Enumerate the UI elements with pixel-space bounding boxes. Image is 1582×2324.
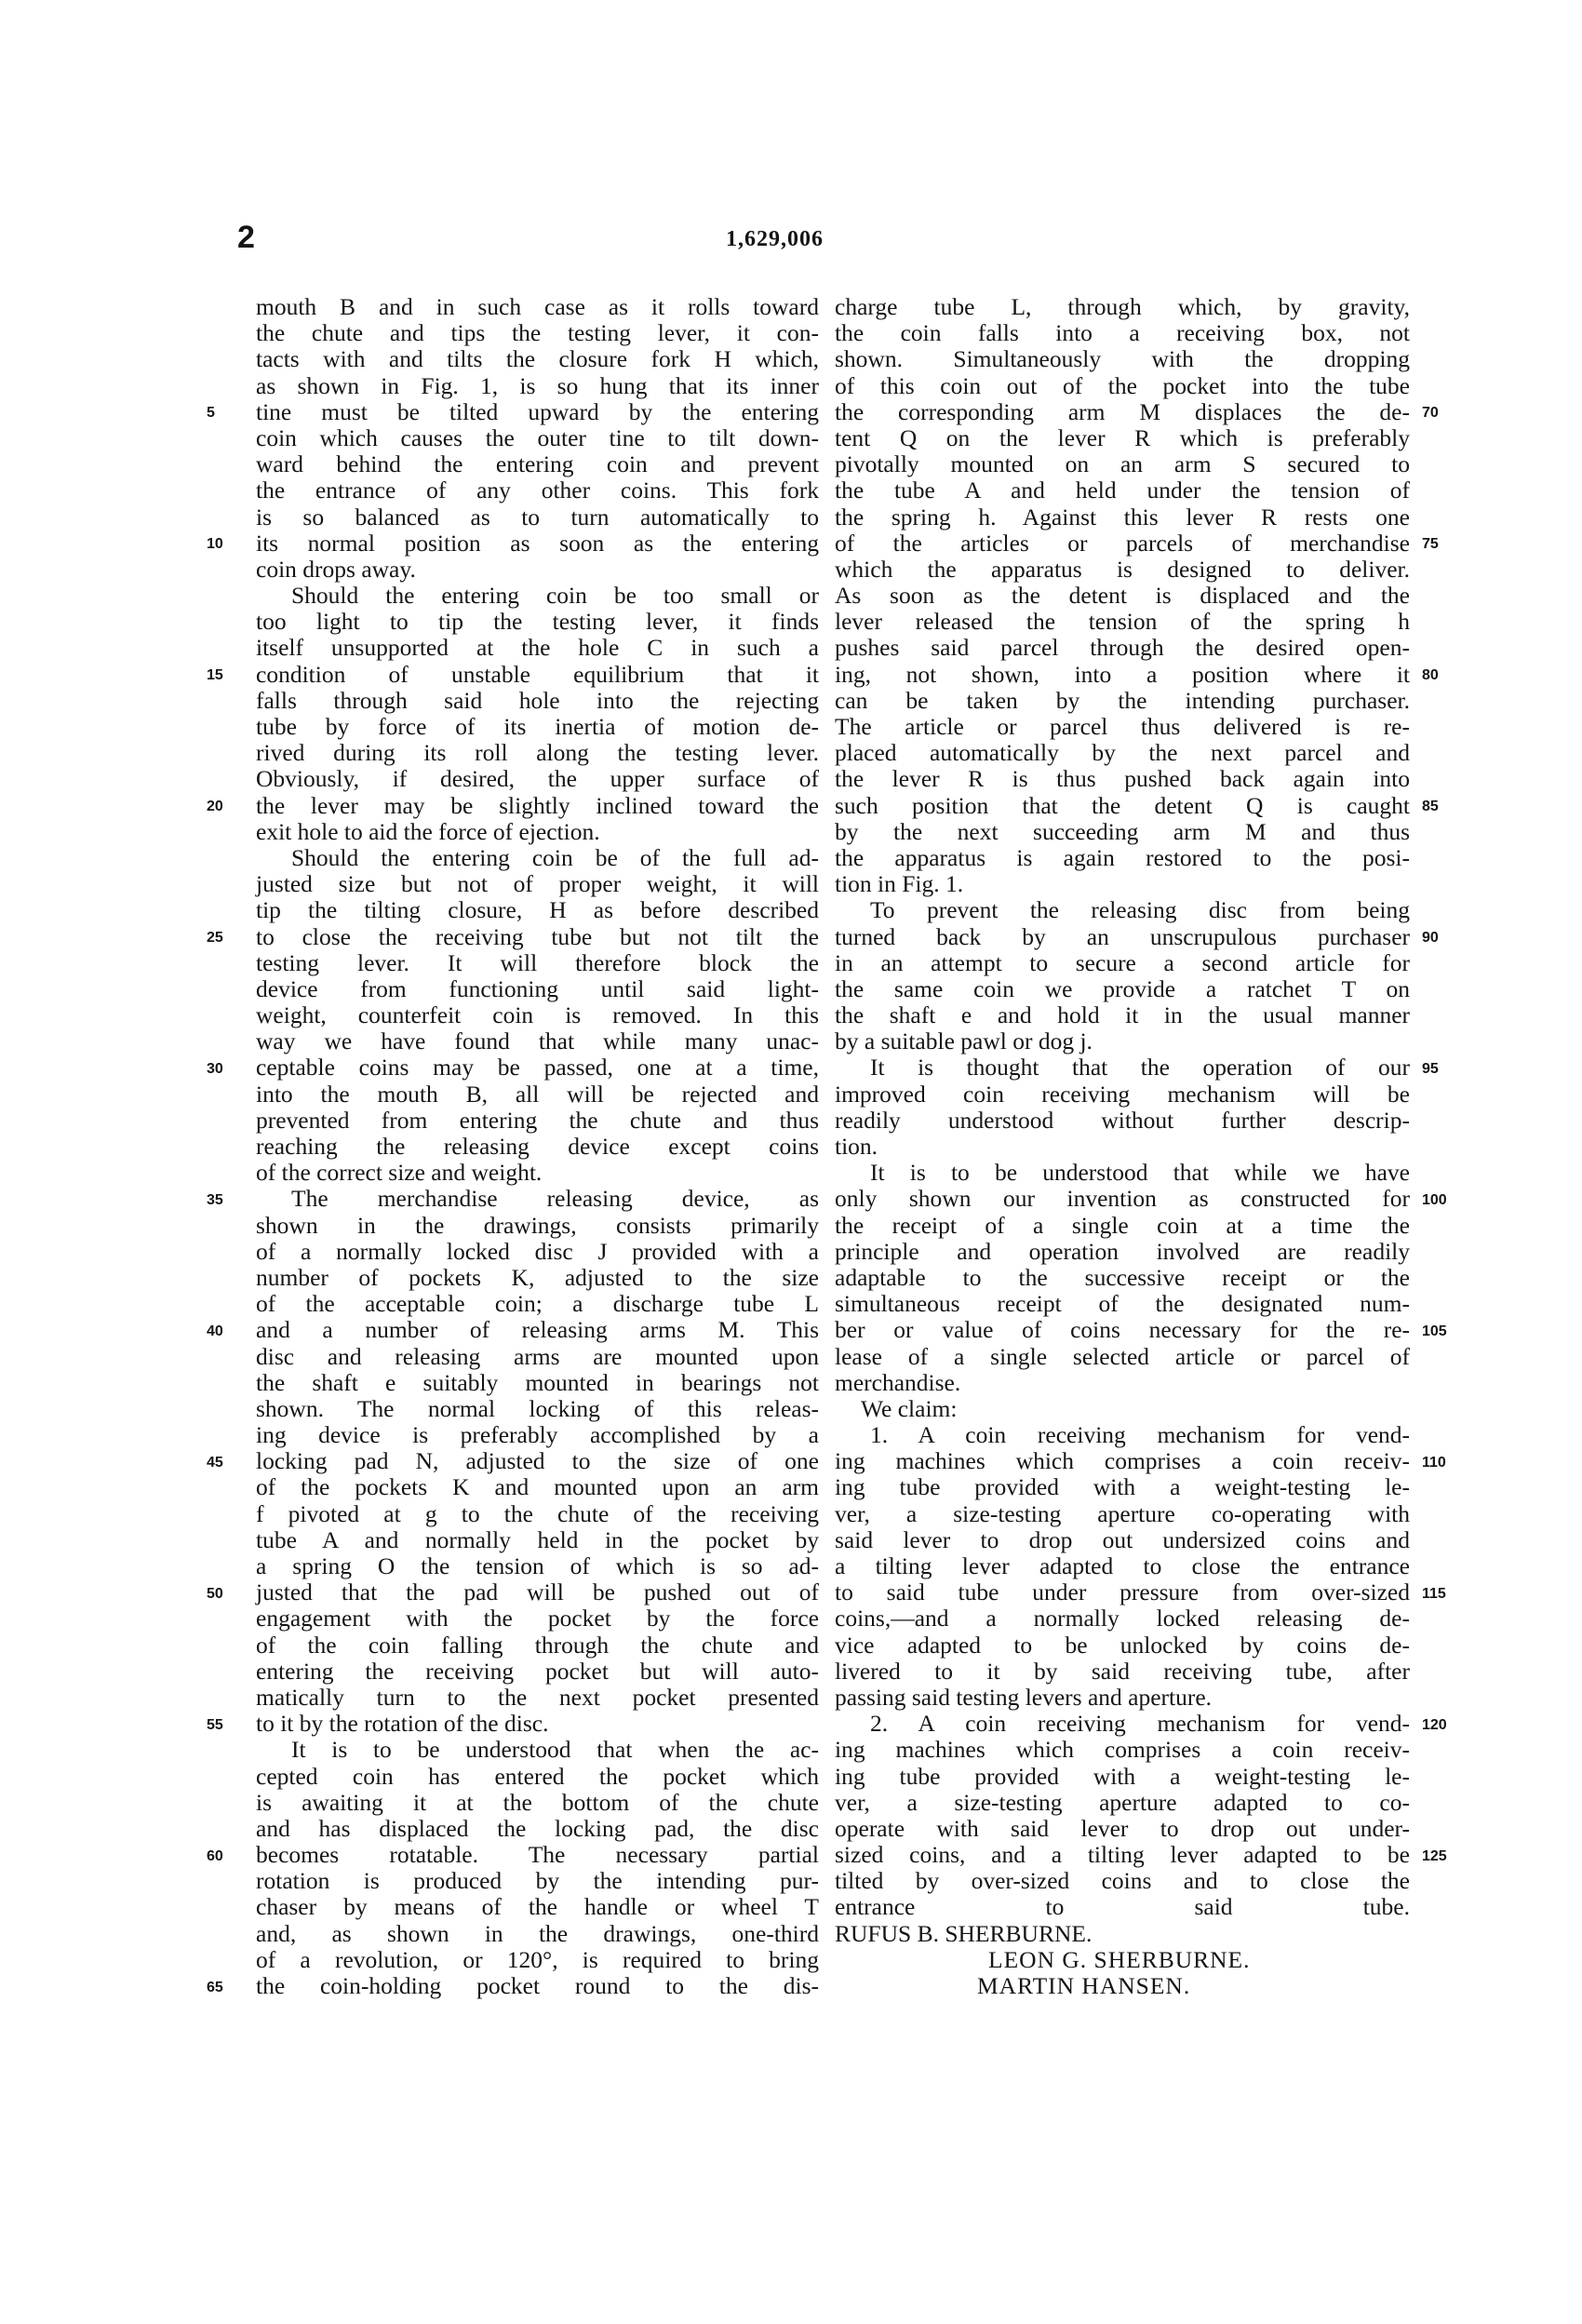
text-line: ver, a size-testing aperture adapted to co- <box>835 1788 1410 1816</box>
text-line: placed automatically by the next parcel and <box>835 739 1410 767</box>
text-line: the corresponding arm M displaces the de- <box>835 397 1410 425</box>
text-line: way we have found that while many unac- <box>256 1028 819 1055</box>
text-line: entrance to said tube. <box>835 1893 1410 1921</box>
line-number: 20 <box>207 798 223 814</box>
text-line: readily understood without further descrip- <box>835 1106 1410 1134</box>
text-line: prevented from entering the chute and thus <box>256 1106 819 1134</box>
text-line: It is thought that the operation of our <box>870 1054 1410 1081</box>
text-line: tilted by over-sized coins and to close the <box>835 1867 1410 1895</box>
text-line: which the apparatus is designed to deliver. <box>835 555 1410 583</box>
text-line: Obviously, if desired, the upper surface of <box>256 765 819 793</box>
line-number: 90 <box>1422 929 1439 946</box>
text-line: of the pockets K and mounted upon an arm <box>256 1473 819 1501</box>
line-number: 120 <box>1422 1716 1447 1733</box>
text-line: condition of unstable equilibrium that it <box>256 660 819 688</box>
text-line: justed that the pad will be pushed out of <box>256 1578 819 1606</box>
text-line: by a suitable pawl or dog j. <box>835 1028 1093 1055</box>
text-line: matically turn to the next pocket presented <box>256 1683 819 1711</box>
line-number: 80 <box>1422 666 1439 683</box>
text-line: simultaneous receipt of the designated num- <box>835 1290 1410 1318</box>
left-text-column <box>256 294 819 1999</box>
text-line: turned back by an unscrupulous purchaser <box>835 922 1410 950</box>
text-line: operate with said lever to drop out under- <box>835 1814 1410 1842</box>
text-line: coin which causes the outer tine to tilt down- <box>256 423 819 451</box>
line-number: 35 <box>207 1191 223 1208</box>
text-line: disc and releasing arms are mounted upon <box>256 1342 819 1370</box>
line-number: 85 <box>1422 798 1439 814</box>
text-line: the receipt of a single coin at a time the <box>835 1211 1410 1239</box>
text-line: tacts with and tilts the closure fork H which, <box>256 345 819 373</box>
text-line: lease of a single selected article or parcel of <box>835 1342 1410 1370</box>
line-number: 25 <box>207 929 223 946</box>
text-line: the lever R is thus pushed back again into <box>835 765 1410 793</box>
right-text-column <box>835 294 1410 1999</box>
text-line: pushes said parcel through the desired open- <box>835 634 1410 662</box>
text-line: f pivoted at g to the chute of the receiving <box>256 1499 819 1527</box>
text-line: vice adapted to be unlocked by coins de- <box>835 1631 1410 1659</box>
text-line: tion in Fig. 1. <box>835 870 964 898</box>
text-line: rived during its roll along the testing lever. <box>256 739 819 767</box>
patent-number: 1,629,006 <box>726 227 824 251</box>
text-line: The merchandise releasing device, as <box>291 1185 819 1213</box>
text-line: of the coin falling through the chute and <box>256 1631 819 1659</box>
signature-line: MARTIN HANSEN. <box>977 1972 1191 1999</box>
line-number: 75 <box>1422 535 1439 552</box>
line-number: 105 <box>1422 1323 1447 1339</box>
signature-line: LEON G. SHERBURNE. <box>988 1945 1251 1973</box>
text-line: ber or value of coins necessary for the re- <box>835 1316 1410 1344</box>
text-line: to close the receiving tube but not tilt the <box>256 922 819 950</box>
text-line: rotation is produced by the intending pur- <box>256 1867 819 1895</box>
text-line: principle and operation involved are readily <box>835 1237 1410 1265</box>
text-line: device from functioning until said light- <box>256 974 819 1002</box>
text-line: tube A and normally held in the pocket by <box>256 1525 819 1553</box>
line-number: 95 <box>1422 1060 1439 1077</box>
text-line: of the acceptable coin; a discharge tube L <box>256 1290 819 1318</box>
text-line: the apparatus is again restored to the posi- <box>835 843 1410 871</box>
text-line: weight, counterfeit coin is removed. In this <box>256 1001 819 1029</box>
text-line: ing machines which comprises a coin receiv- <box>835 1736 1410 1764</box>
text-line: improved coin receiving mechanism will be <box>835 1080 1410 1108</box>
text-line: 1. A coin receiving mechanism for vend- <box>870 1421 1410 1449</box>
text-line: ing tube provided with a weight-testing le- <box>835 1762 1410 1790</box>
text-line: engagement with the pocket by the force <box>256 1605 819 1632</box>
text-line: shown. The normal locking of this releas- <box>256 1394 819 1422</box>
text-line: can be taken by the intending purchaser. <box>835 686 1410 714</box>
text-line: pivotally mounted on an arm S secured to <box>835 450 1410 478</box>
text-line: in an attempt to secure a second article for <box>835 948 1410 976</box>
text-line: ceptable coins may be passed, one at a time, <box>256 1054 819 1081</box>
text-line: shown. Simultaneously with the dropping <box>835 345 1410 373</box>
text-line: and has displaced the locking pad, the disc <box>256 1814 819 1842</box>
text-line: the shaft e and hold it in the usual manner <box>835 1001 1410 1029</box>
text-line: by the next succeeding arm M and thus <box>835 817 1410 845</box>
text-line: the spring h. Against this lever R rests one <box>835 503 1410 531</box>
text-line: is awaiting it at the bottom of the chute <box>256 1788 819 1816</box>
text-line: tip the tilting closure, H as before described <box>256 896 819 924</box>
text-line: It is to be understood that when the ac- <box>291 1736 819 1764</box>
text-line: only shown our invention as constructed for <box>835 1185 1410 1213</box>
text-line: a spring O the tension of which is so ad- <box>256 1552 819 1579</box>
line-number: 125 <box>1422 1847 1447 1864</box>
text-line: itself unsupported at the hole C in such a <box>256 634 819 662</box>
text-line: as shown in Fig. 1, is so hung that its inner <box>256 371 819 399</box>
text-line: passing said testing levers and aperture. <box>835 1683 1213 1711</box>
text-line: testing lever. It will therefore block the <box>256 948 819 976</box>
text-line: of a normally locked disc J provided with a <box>256 1237 819 1265</box>
text-line: RUFUS B. SHERBURNE. <box>835 1919 1093 1947</box>
text-line: ing machines which comprises a coin receiv- <box>835 1447 1410 1475</box>
text-line: a tilting lever adapted to close the entrance <box>835 1552 1410 1579</box>
text-line: to said tube under pressure from over-sized <box>835 1578 1410 1606</box>
text-line: cepted coin has entered the pocket which <box>256 1762 819 1790</box>
text-line: livered to it by said receiving tube, after <box>835 1657 1410 1685</box>
line-number: 110 <box>1422 1454 1446 1471</box>
text-line: number of pockets K, adjusted to the size <box>256 1263 819 1291</box>
text-line: the tube A and held under the tension of <box>835 477 1410 504</box>
text-line: locking pad N, adjusted to the size of one <box>256 1447 819 1475</box>
text-line: said lever to drop out undersized coins and <box>835 1525 1410 1553</box>
text-line: tent Q on the lever R which is preferably <box>835 423 1410 451</box>
line-number: 10 <box>207 535 223 552</box>
text-line: into the mouth B, all will be rejected and <box>256 1080 819 1108</box>
text-line: charge tube L, through which, by gravity, <box>835 293 1410 320</box>
text-line: coins,—and a normally locked releasing de- <box>835 1605 1410 1632</box>
text-line: We claim: <box>861 1394 958 1422</box>
line-number: 70 <box>1422 404 1439 421</box>
text-line: the same coin we provide a ratchet T on <box>835 974 1410 1002</box>
text-line: ing tube provided with a weight-testing le- <box>835 1473 1410 1501</box>
text-line: the chute and tips the testing lever, it con- <box>256 319 819 347</box>
line-number: 65 <box>207 1979 223 1995</box>
line-number: 30 <box>207 1060 223 1077</box>
line-number: 60 <box>207 1847 223 1864</box>
text-line: of this coin out of the pocket into the tube <box>835 371 1410 399</box>
line-number: 40 <box>207 1323 223 1339</box>
text-line: ver, a size-testing aperture co-operating with <box>835 1499 1410 1527</box>
text-line: of a revolution, or 120°, is required to bring <box>256 1945 819 1973</box>
text-line: coin drops away. <box>256 555 416 583</box>
text-line: the coin falls into a receiving box, not <box>835 319 1410 347</box>
text-line: lever released the tension of the spring h <box>835 608 1410 636</box>
text-line: tine must be tilted upward by the entering <box>256 397 819 425</box>
text-line: its normal position as soon as the entering <box>256 529 819 557</box>
text-line: and a number of releasing arms M. This <box>256 1316 819 1344</box>
text-line: The article or parcel thus delivered is re- <box>835 713 1410 740</box>
text-line: merchandise. <box>835 1368 961 1396</box>
text-line: exit hole to aid the force of ejection. <box>256 817 600 845</box>
line-number: 5 <box>207 404 215 421</box>
text-line: the entrance of any other coins. This fork <box>256 477 819 504</box>
line-number: 45 <box>207 1454 223 1471</box>
text-line: and, as shown in the drawings, one-third <box>256 1919 819 1947</box>
text-line: chaser by means of the handle or wheel T <box>256 1893 819 1921</box>
text-line: the coin-holding pocket round to the dis- <box>256 1972 819 1999</box>
line-number: 100 <box>1422 1191 1447 1208</box>
text-line: As soon as the detent is displaced and the <box>835 582 1410 610</box>
text-line: 2. A coin receiving mechanism for vend- <box>870 1710 1410 1738</box>
text-line: ing, not shown, into a position where it <box>835 660 1410 688</box>
text-line: To prevent the releasing disc from being <box>870 896 1410 924</box>
text-line: the lever may be slightly inclined toward the <box>256 791 819 819</box>
text-line: such position that the detent Q is caught <box>835 791 1410 819</box>
text-line: too light to tip the testing lever, it finds <box>256 608 819 636</box>
text-line: mouth B and in such case as it rolls toward <box>256 293 819 320</box>
text-line: becomes rotatable. The necessary partial <box>256 1841 819 1869</box>
text-line: Should the entering coin be too small or <box>291 582 819 610</box>
text-line: shown in the drawings, consists primarily <box>256 1211 819 1239</box>
line-number: 50 <box>207 1585 223 1602</box>
text-line: entering the receiving pocket but will auto- <box>256 1657 819 1685</box>
text-line: ward behind the entering coin and prevent <box>256 450 819 478</box>
text-line: justed size but not of proper weight, it will <box>256 870 819 898</box>
page-number: 2 <box>237 220 256 255</box>
text-line: reaching the releasing device except coins <box>256 1133 819 1160</box>
text-line: of the articles or parcels of merchandise <box>835 529 1410 557</box>
text-line: tion. <box>835 1133 878 1160</box>
text-line: Should the entering coin be of the full ad- <box>291 843 819 871</box>
text-line: the shaft e suitably mounted in bearings not <box>256 1368 819 1396</box>
text-line: sized coins, and a tilting lever adapted to be <box>835 1841 1410 1869</box>
text-line: is so balanced as to turn automatically to <box>256 503 819 531</box>
text-line: tube by force of its inertia of motion de- <box>256 713 819 740</box>
text-line: of the correct size and weight. <box>256 1159 543 1187</box>
text-line: ing device is preferably accomplished by a <box>256 1421 819 1449</box>
text-line: to it by the rotation of the disc. <box>256 1710 549 1738</box>
line-number: 15 <box>207 666 223 683</box>
line-number: 55 <box>207 1716 223 1733</box>
text-line: falls through said hole into the rejecting <box>256 686 819 714</box>
text-line: It is to be understood that while we have <box>870 1159 1410 1187</box>
text-line: adaptable to the successive receipt or the <box>835 1263 1410 1291</box>
line-number: 115 <box>1422 1585 1446 1602</box>
